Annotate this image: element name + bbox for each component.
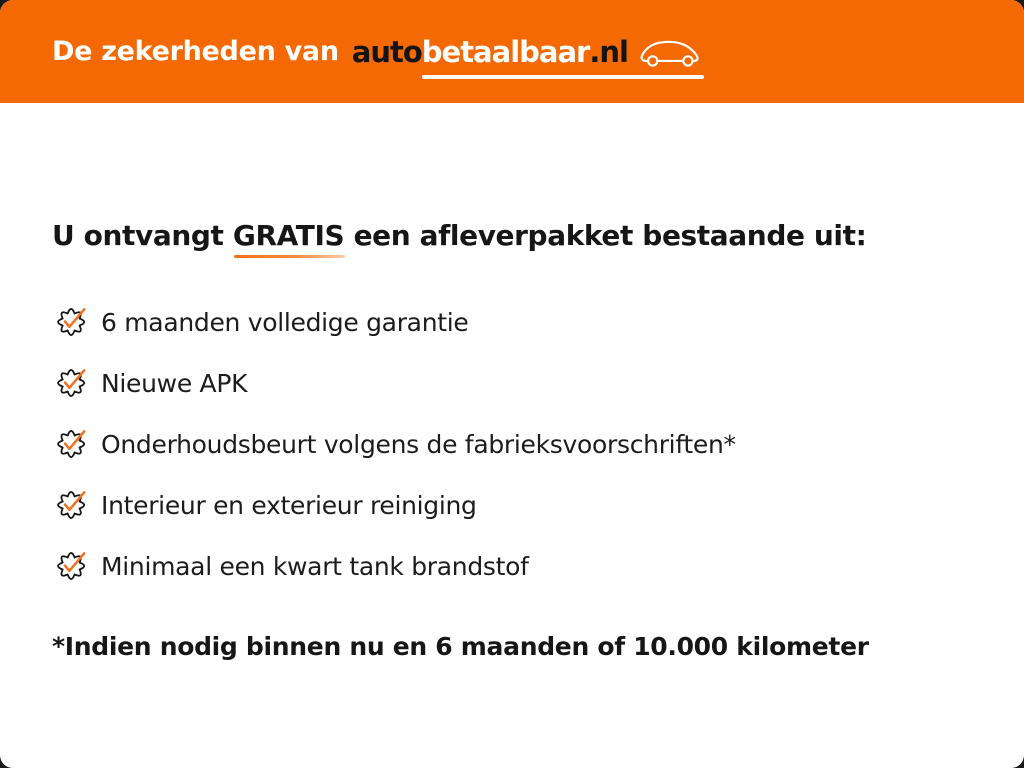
list-item: [52, 546, 972, 586]
title-highlight-gratis: GRATIS: [232, 219, 345, 252]
list-item: [52, 363, 972, 403]
title-pre: U ontvangt: [52, 219, 233, 252]
list-item-label: Minimaal een kwart tank brandstof: [101, 551, 529, 581]
brand-logo: [352, 34, 704, 70]
footnote-text: *Indien nodig binnen nu en 6 maanden of 10.000 kilometer: [52, 632, 869, 661]
logo-part-nl: .nl: [589, 34, 628, 69]
list-item-label: 6 maanden volledige garantie: [101, 307, 469, 337]
header-bar: [0, 0, 1024, 103]
logo-part-betaalbaar: betaalbaar: [421, 34, 590, 69]
badge-check-icon: [52, 302, 92, 342]
list-item: [52, 302, 972, 342]
benefits-list: [52, 302, 972, 586]
badge-check-icon: [52, 424, 92, 464]
header-prefix-text: De zekerheden van: [52, 36, 339, 67]
logo-underlined-part: [422, 34, 704, 70]
logo-part-auto: auto: [351, 34, 422, 69]
badge-check-icon: [52, 546, 92, 586]
list-item-label: Nieuwe APK: [101, 368, 248, 398]
car-outline-icon: [638, 34, 704, 70]
list-item-label: Onderhoudsbeurt volgens de fabrieksvoorschriften*: [101, 429, 736, 459]
page-title: [52, 219, 972, 252]
badge-check-icon: [52, 363, 92, 403]
list-item-label: Interieur en exterieur reiniging: [101, 490, 477, 520]
title-post: een afleverpakket bestaande uit:: [344, 219, 867, 252]
badge-check-icon: [52, 485, 92, 525]
list-item: [52, 485, 972, 525]
logo-underline: [422, 75, 704, 79]
list-item: [52, 424, 972, 464]
